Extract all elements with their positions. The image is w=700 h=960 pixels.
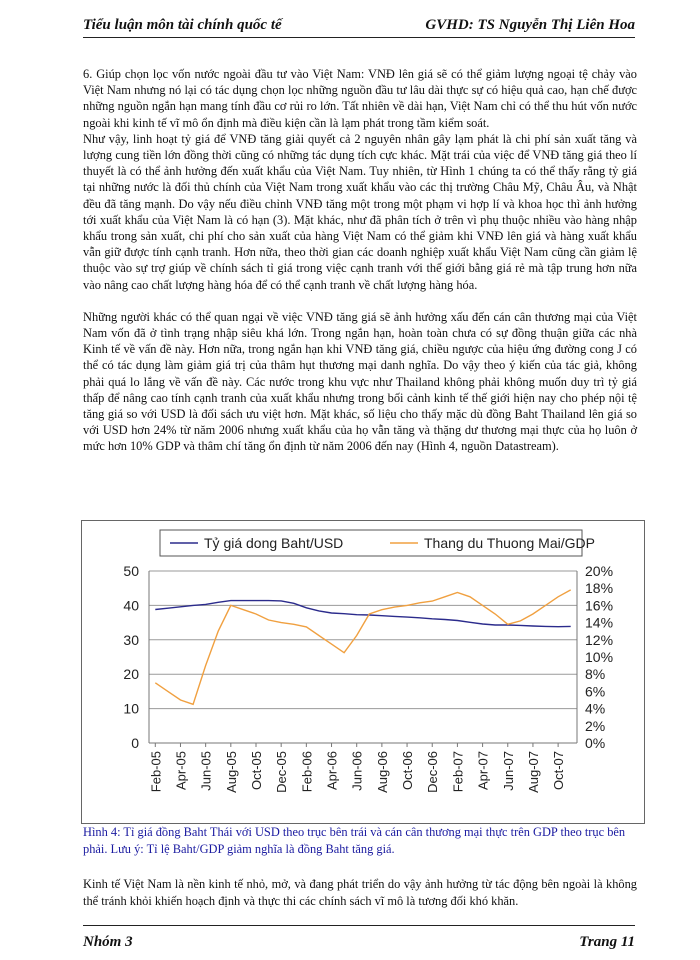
- x-tick-label: Apr-06: [324, 751, 340, 791]
- y-left-tick-label: 0: [131, 735, 139, 751]
- y-right-tick-label: 0%: [585, 735, 606, 751]
- x-tick-label: Jun-07: [500, 751, 516, 791]
- paragraph-gap: [83, 293, 637, 309]
- x-tick-label: Oct-06: [400, 751, 416, 791]
- x-tick-label: Feb-05: [148, 751, 164, 793]
- x-tick-label: Jun-06: [349, 751, 365, 791]
- paragraph-exchange-rate-flexibility: Như vậy, linh hoạt tỷ giá để VNĐ tăng giải quyết cả 2 nguyên nhân gây lạm phát là chi phí sản xuất tăng và lượng cung tiền lớn đồng thời cũng có những tác dụng tích cực khác. Mặt trái của việc để VNĐ tăng giá theo lí thuyết là có thể ảnh hưởng đến xuất khẩu của Việt Nam. Tuy nhiên, từ Hình 1 chúng ta có thể thấy rằng tỷ giá tại những nước là đối thủ chính của Việt Nam trong xuất khẩu vào các thị trường Châu Mỹ, Châu Âu, và Nhật đều đã tăng mạnh. Do vậy nếu điều chỉnh VNĐ tăng một trong một phạm vi hợp lí và khoa học thì ảnh hưởng tới xuất khẩu của Việt Nam là có hạn (3). Mặt khác, như đã phân tích ở trên vì phụ thuộc nhiều vào hàng nhập khẩu trong sản xuất, chi phí cho sản xuất của hàng Việt Nam có thể giảm khi VNĐ lên giá và hàng xuất khẩu vẫn giữ được tính cạnh tranh. Hơn nữa, theo thời gian các doanh nghiệp xuất khẩu Việt Nam cũng cần giảm lệ thuộc vào sự trợ giúp về chính sách tỉ giá trong việc cạnh tranh với thế giới bằng giá rẻ mà tập trung hơn nữa vào nâng cao chất lượng hàng hóa để có thể cạnh tranh về chất lượng hàng hóa.: [83, 131, 637, 292]
- x-tick-label: Apr-07: [475, 751, 491, 791]
- y-right-tick-label: 12%: [585, 631, 614, 648]
- x-tick-label: Aug-07: [525, 751, 541, 793]
- paragraph-conclusion: Kinh tế Việt Nam là nền kinh tế nhỏ, mở, và đang phát triển do vậy ảnh hưởng từ tác động bên ngoài là không thể tránh khỏi khiến hoạch định và thực thi các chính sách vĩ mô là tương đối khó khăn.: [83, 877, 637, 908]
- legend-label: Tỷ giá dong Baht/USD: [204, 535, 344, 551]
- y-right-tick-label: 16%: [585, 597, 614, 614]
- figure-caption: Hình 4: Tỉ giá đồng Baht Thái với USD theo trục bên trái và cán cân thương mại thực trên GDP theo trục bên phải. Lưu ý: Tỉ lệ Baht/GDP giảm nghĩa là đồng Baht tăng giá.: [83, 825, 626, 856]
- y-right-tick-label: 2%: [585, 717, 606, 734]
- x-tick-label: Oct-07: [551, 751, 567, 791]
- y-right-tick-label: 8%: [585, 666, 606, 683]
- y-left-tick-label: 20: [123, 666, 139, 683]
- x-tick-label: Dec-06: [425, 751, 441, 793]
- y-right-tick-label: 6%: [585, 683, 606, 700]
- x-tick-label: Aug-06: [374, 751, 390, 793]
- figure-4-chart: [81, 520, 645, 824]
- paragraph-trade-balance: Những người khác có thể quan ngại về việc VNĐ tăng giá sẽ ảnh hưởng xấu đến cán cân thương mại của Việt Nam vốn đã ở tình trạng nhập siêu khá lớn. Trong ngắn hạn, hoàn toàn chưa có sự đồng thuận giữa các nhà Kinh tế về vấn đề này. Hơn nữa, trong ngắn hạn khi VNĐ tăng giá, chiều ngược của hiệu ứng đường cong J có thể có tác dụng làm giảm giá trị của thâm hụt thương mại danh nghĩa. Do vậy theo ý kiến của tác giả, không phải quá lo lắng về vấn đề này. Các nước trong khu vực như Thailand không phải không muốn duy trì tỷ giá thấp để nâng cao tính cạnh tranh của xuất khẩu nhưng trong bối cảnh kinh tế thế giới hiện nay cho phép nội tệ tăng giá so với USD là đối sách ưu việt hơn. Mặt khác, số liệu cho thấy mặc dù đồng Baht Thailand lên giá so với USD hơn 24% từ năm 2006 nhưng xuất khẩu của họ vẫn tăng và thặng dư thương mại thực của họ luôn ở mức hơn 10% GDP và thâm chí tăng ổn định từ năm 2006 đến nay (Hình 4, nguồn Datastream).: [83, 309, 637, 454]
- legend-label: Thang du Thuong Mai/GDP: [424, 535, 595, 551]
- x-tick-label: Jun-05: [198, 751, 214, 791]
- x-tick-label: Apr-05: [173, 751, 189, 791]
- footer-page-number: Trang 11: [579, 934, 635, 950]
- y-right-tick-label: 10%: [585, 649, 614, 665]
- y-left-tick-label: 10: [123, 700, 139, 717]
- x-tick-label: Aug-05: [223, 751, 239, 793]
- header-instructor: GVHD: TS Nguyễn Thị Liên Hoa: [425, 17, 635, 33]
- x-tick-label: Oct-05: [249, 751, 264, 791]
- y-left-tick-label: 50: [123, 563, 139, 579]
- x-tick-label: Dec-05: [274, 751, 290, 793]
- header-course-title: Tiểu luận môn tài chính quốc tế: [83, 17, 282, 33]
- y-left-tick-label: 30: [123, 631, 139, 648]
- page-header: [83, 15, 635, 38]
- page-footer: [83, 925, 635, 954]
- y-right-tick-label: 20%: [585, 563, 614, 579]
- y-right-tick-label: 4%: [585, 700, 606, 717]
- y-right-tick-label: 14%: [585, 614, 614, 631]
- paragraph-capital-selection: 6. Giúp chọn lọc vốn nước ngoài đầu tư vào Việt Nam: VNĐ lên giá sẽ có thể giảm lượng ngoại tệ chảy vào Việt Nam nhưng nó lại có tác dụng chọn lọc những nguồn đầu tư lâu dài thực sự có hiệu quả cao, hạn chế được những nguồn ngắn hạn mang tính đầu cơ rủi ro lớn. Tất nhiên về dài hạn, Việt Nam chỉ có thể thu hút vốn nước ngoài khi kinh tế vĩ mô ổn định mà điều kiện cần là lạm phát trong tầm kiểm soát.: [83, 67, 637, 130]
- x-tick-label: Feb-06: [299, 751, 315, 793]
- series-line-baht-usd: [155, 601, 570, 627]
- y-right-tick-label: 18%: [585, 580, 614, 597]
- x-tick-label: Feb-07: [450, 751, 466, 793]
- series-line-trade-surplus: [155, 590, 570, 704]
- y-left-tick-label: 40: [123, 597, 139, 614]
- body-text: [83, 66, 637, 455]
- chart-svg: [82, 521, 644, 823]
- footer-group: Nhóm 3: [83, 934, 133, 950]
